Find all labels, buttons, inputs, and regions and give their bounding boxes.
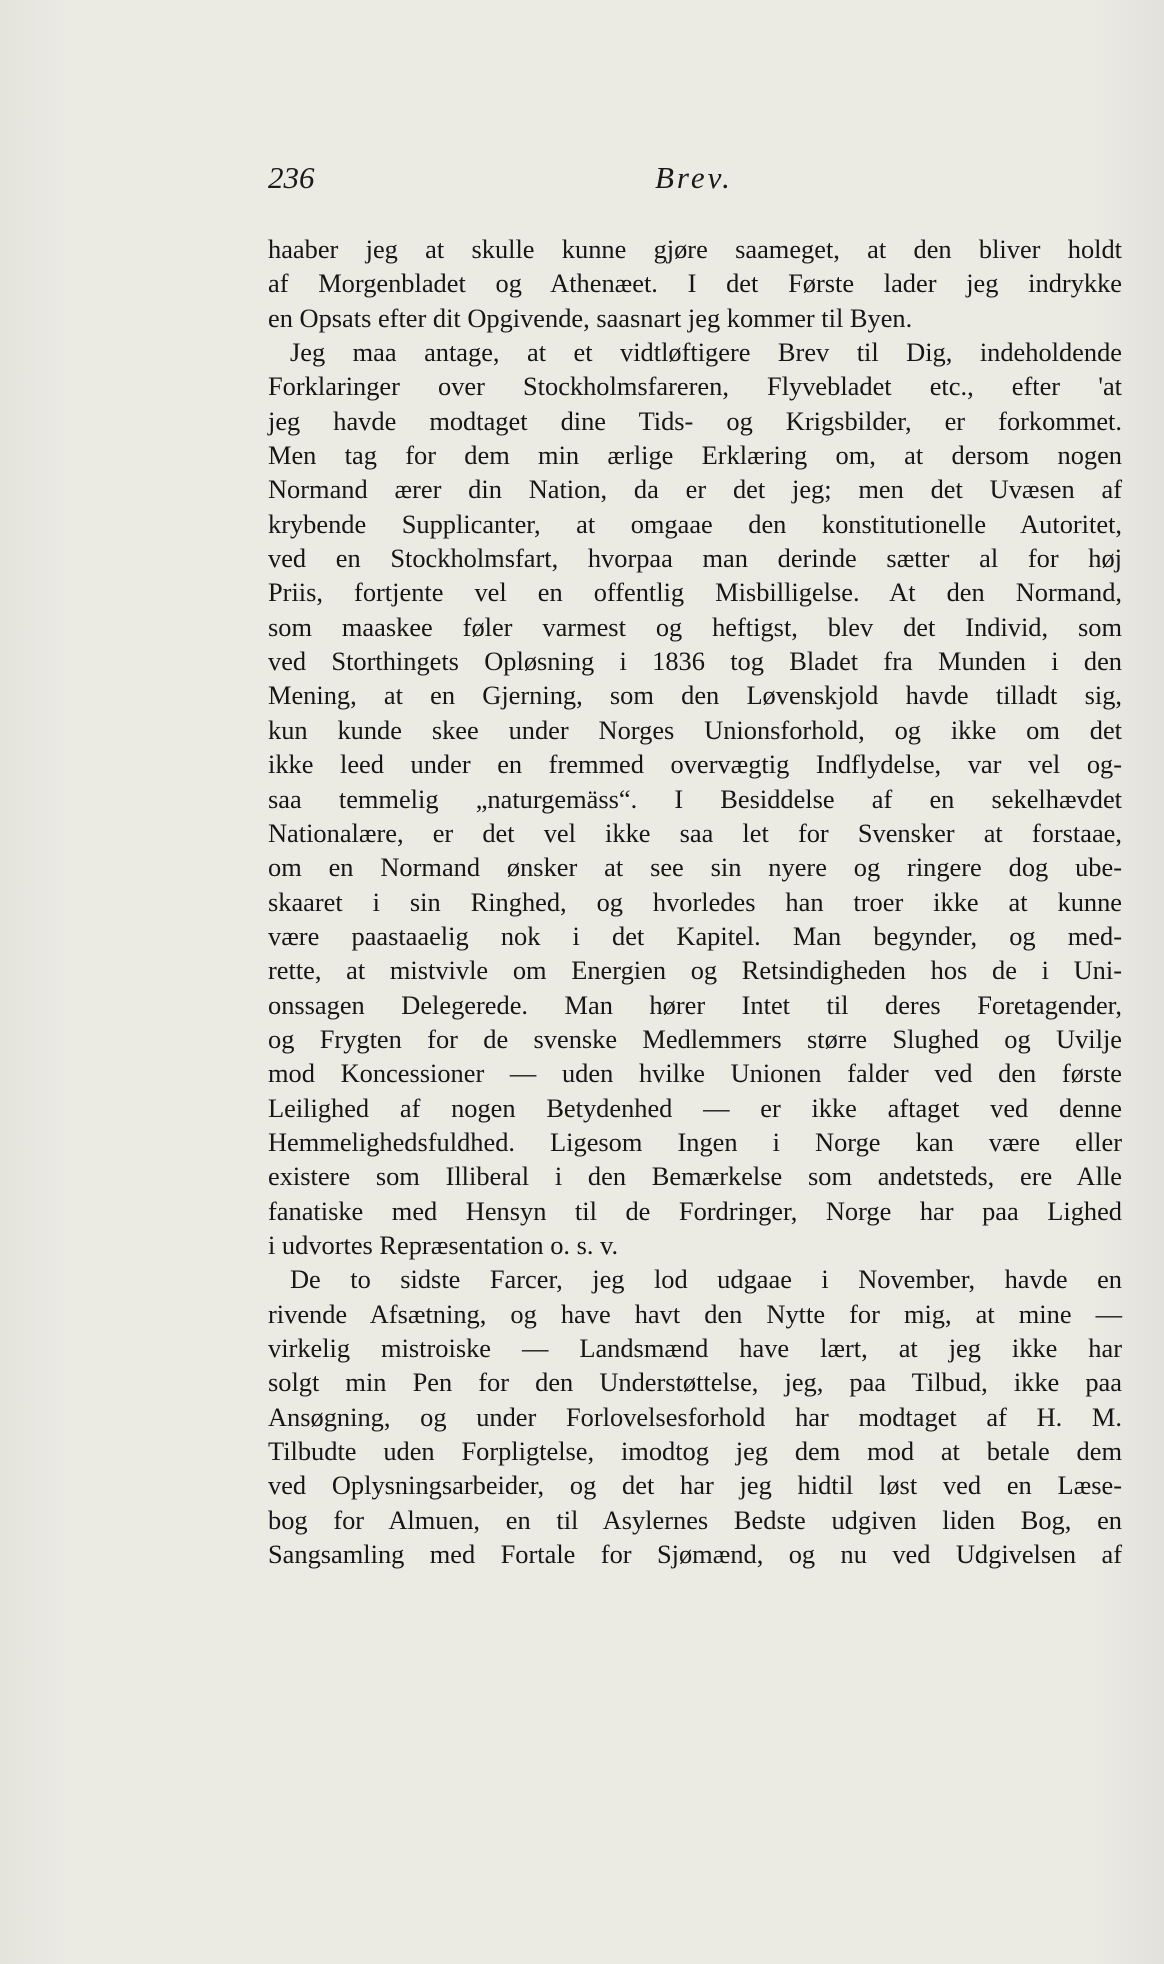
text-line: Normand ærer din Nation, da er det jeg; men det Uvæsen af — [268, 474, 1122, 505]
text-line: Forklaringer over Stockholmsfareren, Flyvebladet etc., efter 'at — [268, 371, 1122, 402]
body-text — [268, 232, 1122, 1571]
text-line: rivende Afsætning, og have havt den Nytte for mig, at mine — — [268, 1298, 1122, 1329]
text-line: Ansøgning, og under Forlovelsesforhold har modtaget af H. M. — [268, 1401, 1122, 1432]
text-line: existere som Illiberal i den Bemærkelse som andetsteds, ere Alle — [268, 1161, 1122, 1192]
text-line: som maaskee føler varmest og heftigst, blev det Individ, som — [268, 611, 1122, 642]
text-line: solgt min Pen for den Understøttelse, jeg, paa Tilbud, ikke paa — [268, 1367, 1122, 1398]
text-line: kun kunde skee under Norges Unionsforhold, og ikke om det — [268, 714, 1122, 745]
text-line: Jeg maa antage, at et vidtløftigere Brev til Dig, indeholdende — [290, 337, 1122, 368]
text-line: Nationalære, er det vel ikke saa let for Svensker at forstaae, — [268, 817, 1122, 848]
text-line: Sangsamling med Fortale for Sjømænd, og nu ved Udgivelsen af — [268, 1539, 1122, 1570]
running-head: Brev. — [655, 160, 733, 195]
text-line: være paastaaelig nok i det Kapitel. Man begynder, og med- — [268, 920, 1122, 951]
text-line: haaber jeg at skulle kunne gjøre saameget, at den bliver holdt — [268, 234, 1122, 264]
text-line: Tilbudte uden Forpligtelse, imodtog jeg dem mod at betale dem — [268, 1436, 1122, 1467]
text-line: onssagen Delegerede. Man hører Intet til deres Foretagender, — [268, 989, 1122, 1020]
text-line: af Morgenbladet og Athenæet. I det Første lader jeg indrykke — [268, 268, 1122, 299]
text-line: saa temmelig „naturgemäss“. I Besiddelse af en sekelhævdet — [268, 783, 1122, 814]
text-line: ved Storthingets Opløsning i 1836 tog Bladet fra Munden i den — [268, 646, 1122, 677]
text-line: en Opsats efter dit Opgivende, saasnart jeg kommer til Byen. — [268, 302, 913, 333]
text-line: ikke leed under en fremmed overvægtig Indflydelse, var vel og- — [268, 749, 1122, 780]
text-line: i udvortes Repræsentation o. s. v. — [268, 1229, 619, 1260]
text-line: Men tag for dem min ærlige Erklæring om, at dersom nogen — [268, 440, 1122, 471]
page-number: 236 — [268, 160, 315, 195]
text-line: ved Oplysningsarbeider, og det har jeg hidtil løst ved en Læse- — [268, 1470, 1122, 1501]
text-line: skaaret i sin Ringhed, og hvorledes han troer ikke at kunne — [268, 886, 1122, 917]
text-line: Priis, fortjente vel en offentlig Misbilligelse. At den Normand, — [268, 577, 1122, 608]
text-line: fanatiske med Hensyn til de Fordringer, Norge har paa Lighed — [268, 1195, 1122, 1226]
page-header — [268, 160, 1124, 204]
text-line: De to sidste Farcer, jeg lod udgaae i November, havde en — [290, 1264, 1122, 1295]
text-line: rette, at mistvivle om Energien og Retsindigheden hos de i Uni- — [268, 955, 1122, 986]
text-line: bog for Almuen, en til Asylernes Bedste udgiven liden Bog, en — [268, 1504, 1122, 1535]
text-line: krybende Supplicanter, at omgaae den konstitutionelle Autoritet, — [268, 508, 1122, 539]
text-line: mod Koncessioner — uden hvilke Unionen falder ved den første — [268, 1058, 1122, 1089]
text-line: og Frygten for de svenske Medlemmers større Slughed og Uvilje — [268, 1023, 1122, 1054]
text-line: Mening, at en Gjerning, som den Løvenskjold havde tilladt sig, — [268, 680, 1122, 711]
text-line: om en Normand ønsker at see sin nyere og ringere dog ube- — [268, 852, 1122, 883]
text-line: jeg havde modtaget dine Tids- og Krigsbilder, er forkommet. — [268, 405, 1122, 436]
text-line: Leilighed af nogen Betydenhed — er ikke aftaget ved denne — [268, 1092, 1122, 1123]
text-line: virkelig mistroiske — Landsmænd have lært, at jeg ikke har — [268, 1333, 1122, 1363]
text-line: Hemmelighedsfuldhed. Ligesom Ingen i Norge kan være eller — [268, 1126, 1122, 1157]
text-line: ved en Stockholmsfart, hvorpaa man derinde sætter al for høj — [268, 543, 1122, 574]
